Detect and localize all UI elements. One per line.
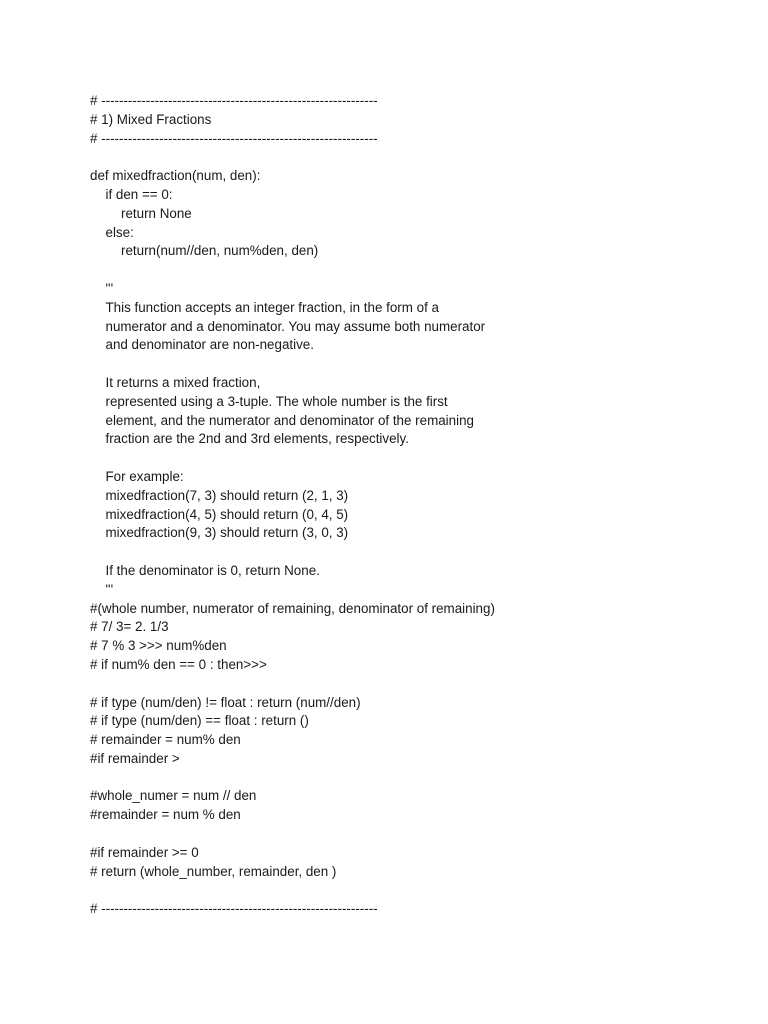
code-line: # 1) Mixed Fractions: [90, 111, 212, 127]
code-line: #remainder = num % den: [90, 807, 241, 823]
blank-line: [90, 881, 730, 900]
code-document-body: [90, 92, 730, 919]
code-line: else:: [105, 224, 134, 240]
code-line: #if remainder >: [90, 750, 180, 766]
code-line: #whole_numer = num // den: [90, 788, 257, 804]
code-line: #(whole number, numerator of remaining, denominator of remaining): [90, 600, 495, 616]
code-line: return None: [121, 205, 192, 221]
code-line: # --------------------------------------------------------------: [90, 130, 378, 146]
code-line: # --------------------------------------------------------------: [90, 93, 378, 108]
code-line: ''': [105, 581, 114, 597]
code-line: # if type (num/den) != float : return (num//den): [90, 694, 361, 710]
code-line: # if type (num/den) == float : return (): [90, 713, 309, 729]
code-line: mixedfraction(7, 3) should return (2, 1, 3): [105, 487, 349, 503]
code-line: For example:: [105, 468, 184, 484]
code-line: mixedfraction(4, 5) should return (0, 4, 5): [105, 506, 349, 522]
blank-line: [90, 543, 730, 562]
code-line: This function accepts an integer fraction, in the form of a: [105, 299, 439, 315]
code-line: mixedfraction(9, 3) should return (3, 0, 3): [105, 525, 349, 541]
code-line: # 7/ 3= 2. 1/3: [90, 619, 169, 635]
code-line: # 7 % 3 >>> num%den: [90, 638, 227, 654]
code-line: # remainder = num% den: [90, 732, 241, 748]
code-line: # return (whole_number, remainder, den ): [90, 863, 337, 879]
code-line: if den == 0:: [105, 186, 173, 202]
code-line: numerator and a denominator. You may assume both numerator: [105, 318, 486, 334]
blank-line: [90, 355, 730, 374]
blank-line: [90, 261, 730, 280]
blank-line: [90, 825, 730, 844]
code-line: It returns a mixed fraction,: [105, 374, 261, 390]
code-line: represented using a 3-tuple. The whole number is the first: [105, 393, 448, 409]
code-line: # if num% den == 0 : then>>>: [90, 656, 267, 672]
code-line: # --------------------------------------------------------------: [90, 901, 378, 917]
blank-line: [90, 769, 730, 788]
code-line: #if remainder >= 0: [90, 844, 199, 860]
code-line: If the denominator is 0, return None.: [105, 562, 320, 578]
code-line: element, and the numerator and denominator of the remaining: [105, 412, 474, 428]
blank-line: [90, 148, 730, 167]
blank-line: [90, 449, 730, 468]
code-line: fraction are the 2nd and 3rd elements, respectively.: [105, 431, 409, 447]
blank-line: [90, 675, 730, 694]
code-line: ''': [105, 280, 114, 296]
code-line: def mixedfraction(num, den):: [90, 168, 261, 184]
code-line: return(num//den, num%den, den): [121, 243, 319, 259]
code-line: and denominator are non-negative.: [105, 337, 314, 353]
